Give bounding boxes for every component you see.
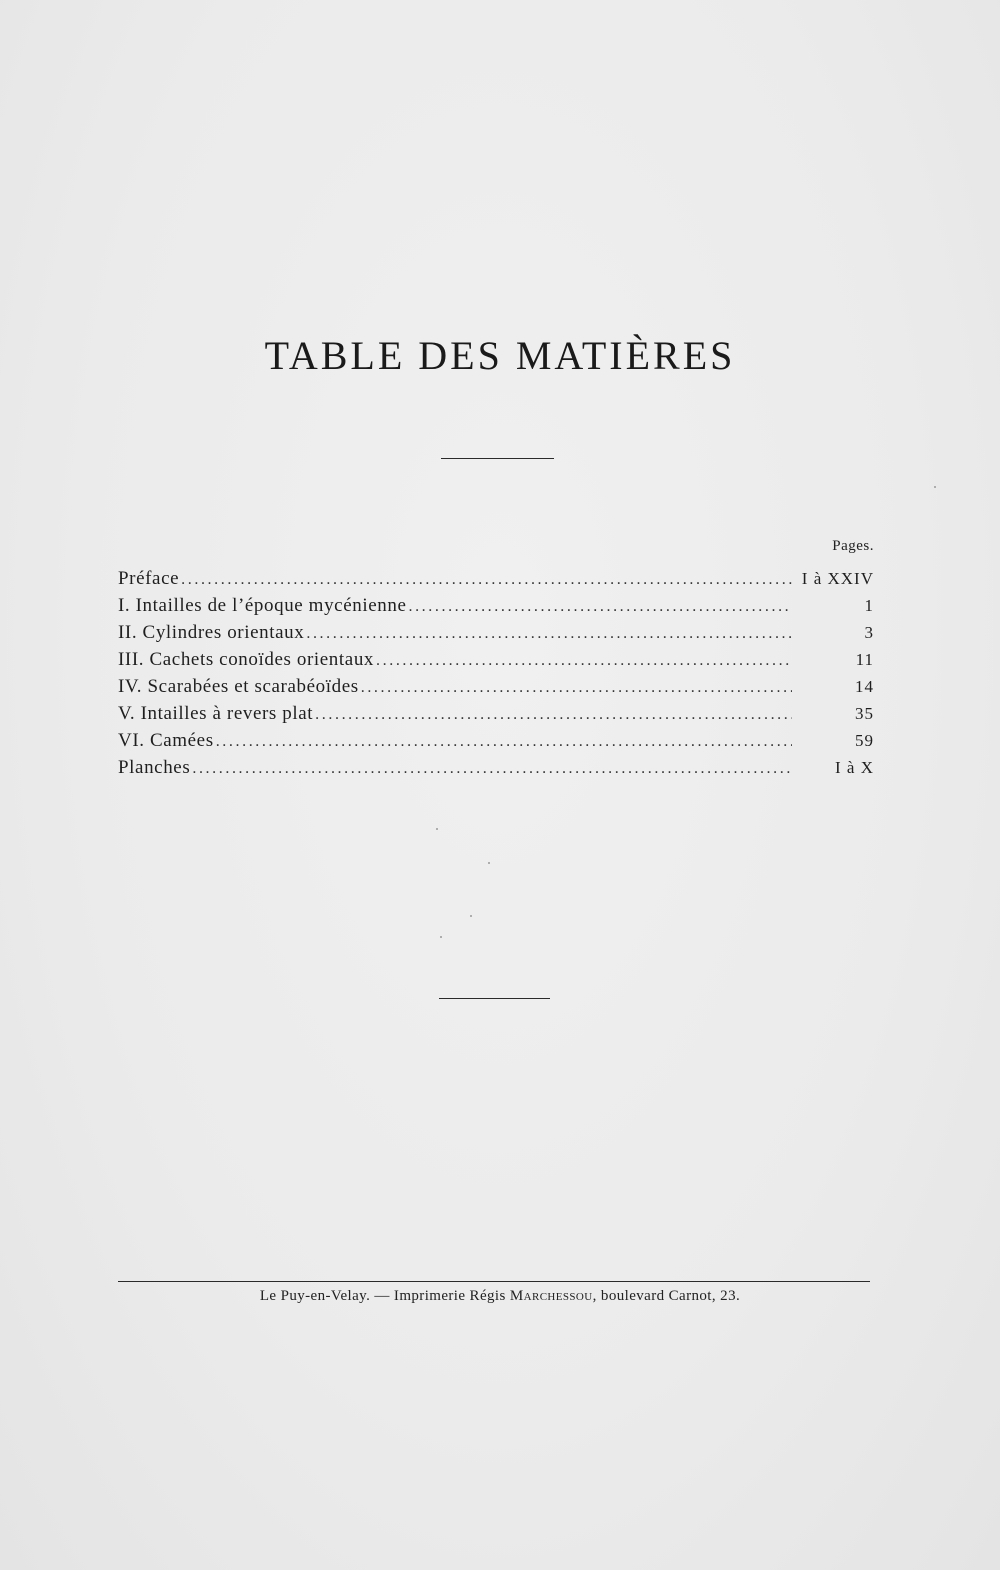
toc-entry-page: 35 — [855, 704, 874, 723]
toc-entry-camees[interactable] — [118, 730, 874, 757]
toc-entry-label: Préface — [118, 568, 180, 589]
toc-entry-page: 3 — [864, 623, 874, 642]
toc-entry-label: III. Cachets conoïdes orientaux — [118, 649, 375, 670]
title-divider — [441, 458, 554, 459]
dot-leader — [408, 598, 792, 616]
page-title: TABLE DES MATIÈRES — [264, 333, 736, 378]
toc-entry-label: V. Intailles à revers plat — [118, 703, 314, 724]
toc-entry-label: IV. Scarabées et scarabéoïdes — [118, 676, 359, 697]
paper-speck — [440, 936, 442, 938]
dot-leader — [315, 706, 792, 724]
section-divider — [439, 998, 550, 999]
toc-entry-intailles-mycenienne[interactable] — [118, 595, 874, 622]
toc-entry-page: 59 — [855, 731, 874, 750]
toc-entry-preface[interactable] — [118, 568, 874, 595]
toc-entry-page: 11 — [855, 650, 874, 669]
dot-leader — [216, 733, 792, 751]
pages-column-header: Pages. — [832, 538, 874, 554]
toc-entry-label: VI. Camées — [118, 730, 214, 751]
toc-entry-label: II. Cylindres orientaux — [118, 622, 305, 643]
toc-entry-cachets[interactable] — [118, 649, 874, 676]
paper-speck — [488, 862, 490, 864]
paper-speck — [934, 486, 936, 488]
colophon-text-before: Le Puy-en-Velay. — Imprimerie Régis — [259, 1288, 510, 1304]
toc-entry-intailles-revers-plat[interactable] — [118, 703, 874, 730]
dot-leader — [376, 652, 792, 670]
toc-entry-scarabees[interactable] — [118, 676, 874, 703]
printer-name: Marchessou — [509, 1288, 593, 1304]
toc-entry-planches[interactable] — [118, 757, 874, 784]
dot-leader — [192, 760, 792, 778]
dot-leader — [181, 571, 792, 589]
toc-entry-page: I à XXIV — [801, 569, 874, 588]
toc-entry-page: I à X — [835, 758, 874, 777]
footer-rule — [118, 1281, 870, 1282]
toc-entry-label: Planches — [118, 757, 191, 778]
toc-entry-label: I. Intailles de l’époque mycénienne — [118, 595, 407, 616]
toc-entry-page: 1 — [864, 596, 874, 615]
table-of-contents — [118, 568, 874, 784]
dot-leader — [361, 679, 792, 697]
dot-leader — [306, 625, 792, 643]
paper-speck — [470, 915, 472, 917]
colophon-text-after: , boulevard Carnot, 23. — [592, 1288, 741, 1304]
paper-speck — [436, 828, 438, 830]
toc-entry-page: 14 — [855, 677, 874, 696]
toc-entry-cylindres[interactable] — [118, 622, 874, 649]
printer-colophon — [0, 1288, 1000, 1305]
